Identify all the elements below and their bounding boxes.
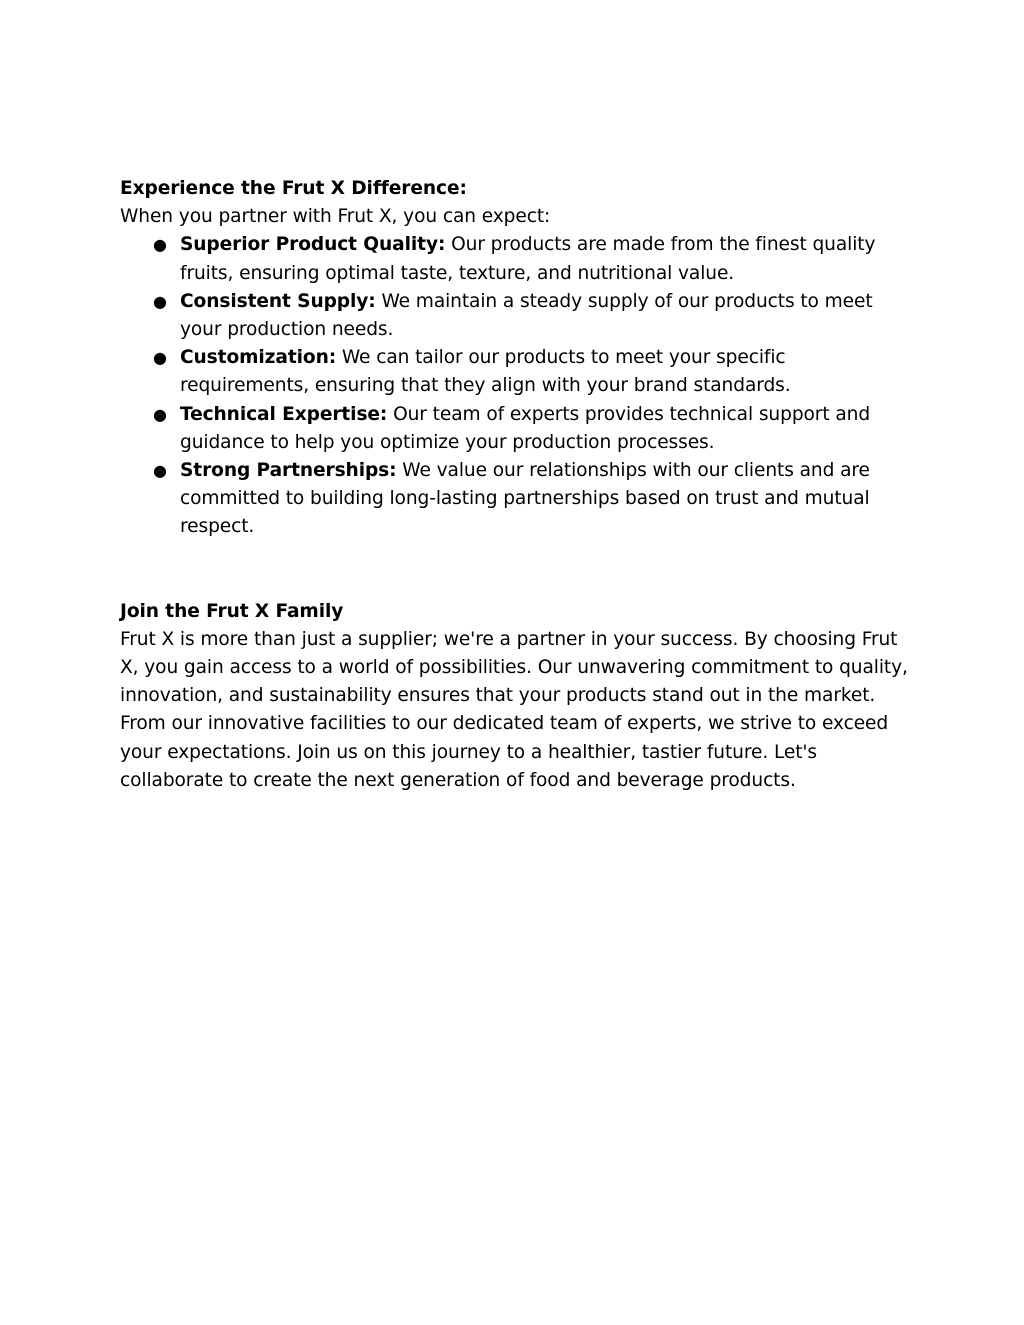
list-item xyxy=(120,401,915,457)
section-heading-family: Join the Frut X Family xyxy=(120,600,344,622)
item-text: Our products are made from the finest quality fruits, ensuring optimal taste, texture, and nutritional value. xyxy=(180,234,876,284)
item-lead: Strong Partnerships: xyxy=(180,460,397,482)
bullet-icon: ● xyxy=(153,404,167,424)
item-lead: Customization: xyxy=(180,347,337,369)
item-lead: Consistent Supply: xyxy=(180,290,376,312)
item-lead: Superior Product Quality: xyxy=(180,234,446,256)
document-page xyxy=(120,175,920,795)
list-item xyxy=(120,288,915,344)
list-item xyxy=(120,344,915,400)
bullet-icon: ● xyxy=(153,461,167,481)
section-heading-difference: Experience the Frut X Difference: xyxy=(120,178,467,199)
list-item xyxy=(120,231,915,287)
item-lead: Technical Expertise: xyxy=(180,403,388,425)
list-item xyxy=(120,457,915,542)
bullet-icon: ● xyxy=(153,235,167,255)
family-paragraph-1: Frut X is more than just a supplier; we're a partner in your success. By choosing Frut X, you gain access to a world of possibilities. Our unwavering commitment to quality, innovation, and sustainability ensures that your products stand out in the market. xyxy=(120,628,908,707)
item-text: Our team of experts provides technical support and guidance to help you optimize your production processes. xyxy=(180,403,871,453)
item-text: We value our relationships with our clients and are committed to building long-lasting partnerships based on trust and mutual respect. xyxy=(180,460,870,538)
bullet-icon: ● xyxy=(153,348,167,368)
item-text: We can tailor our products to meet your specific requirements, ensuring that they align with your brand standards. xyxy=(180,347,791,397)
family-paragraph-2: From our innovative facilities to our dedicated team of experts, we strive to exceed your expectations. Join us on this journey to a healthier, tastier future. Let's collaborate to create the next generation of food and beverage products. xyxy=(120,713,889,791)
section-intro: When you partner with Frut X, you can expect: xyxy=(120,206,551,228)
item-text: We maintain a steady supply of our products to meet your production needs. xyxy=(180,290,873,341)
section-spacer xyxy=(120,542,920,598)
benefits-list xyxy=(120,231,920,541)
bullet-icon: ● xyxy=(153,291,167,311)
